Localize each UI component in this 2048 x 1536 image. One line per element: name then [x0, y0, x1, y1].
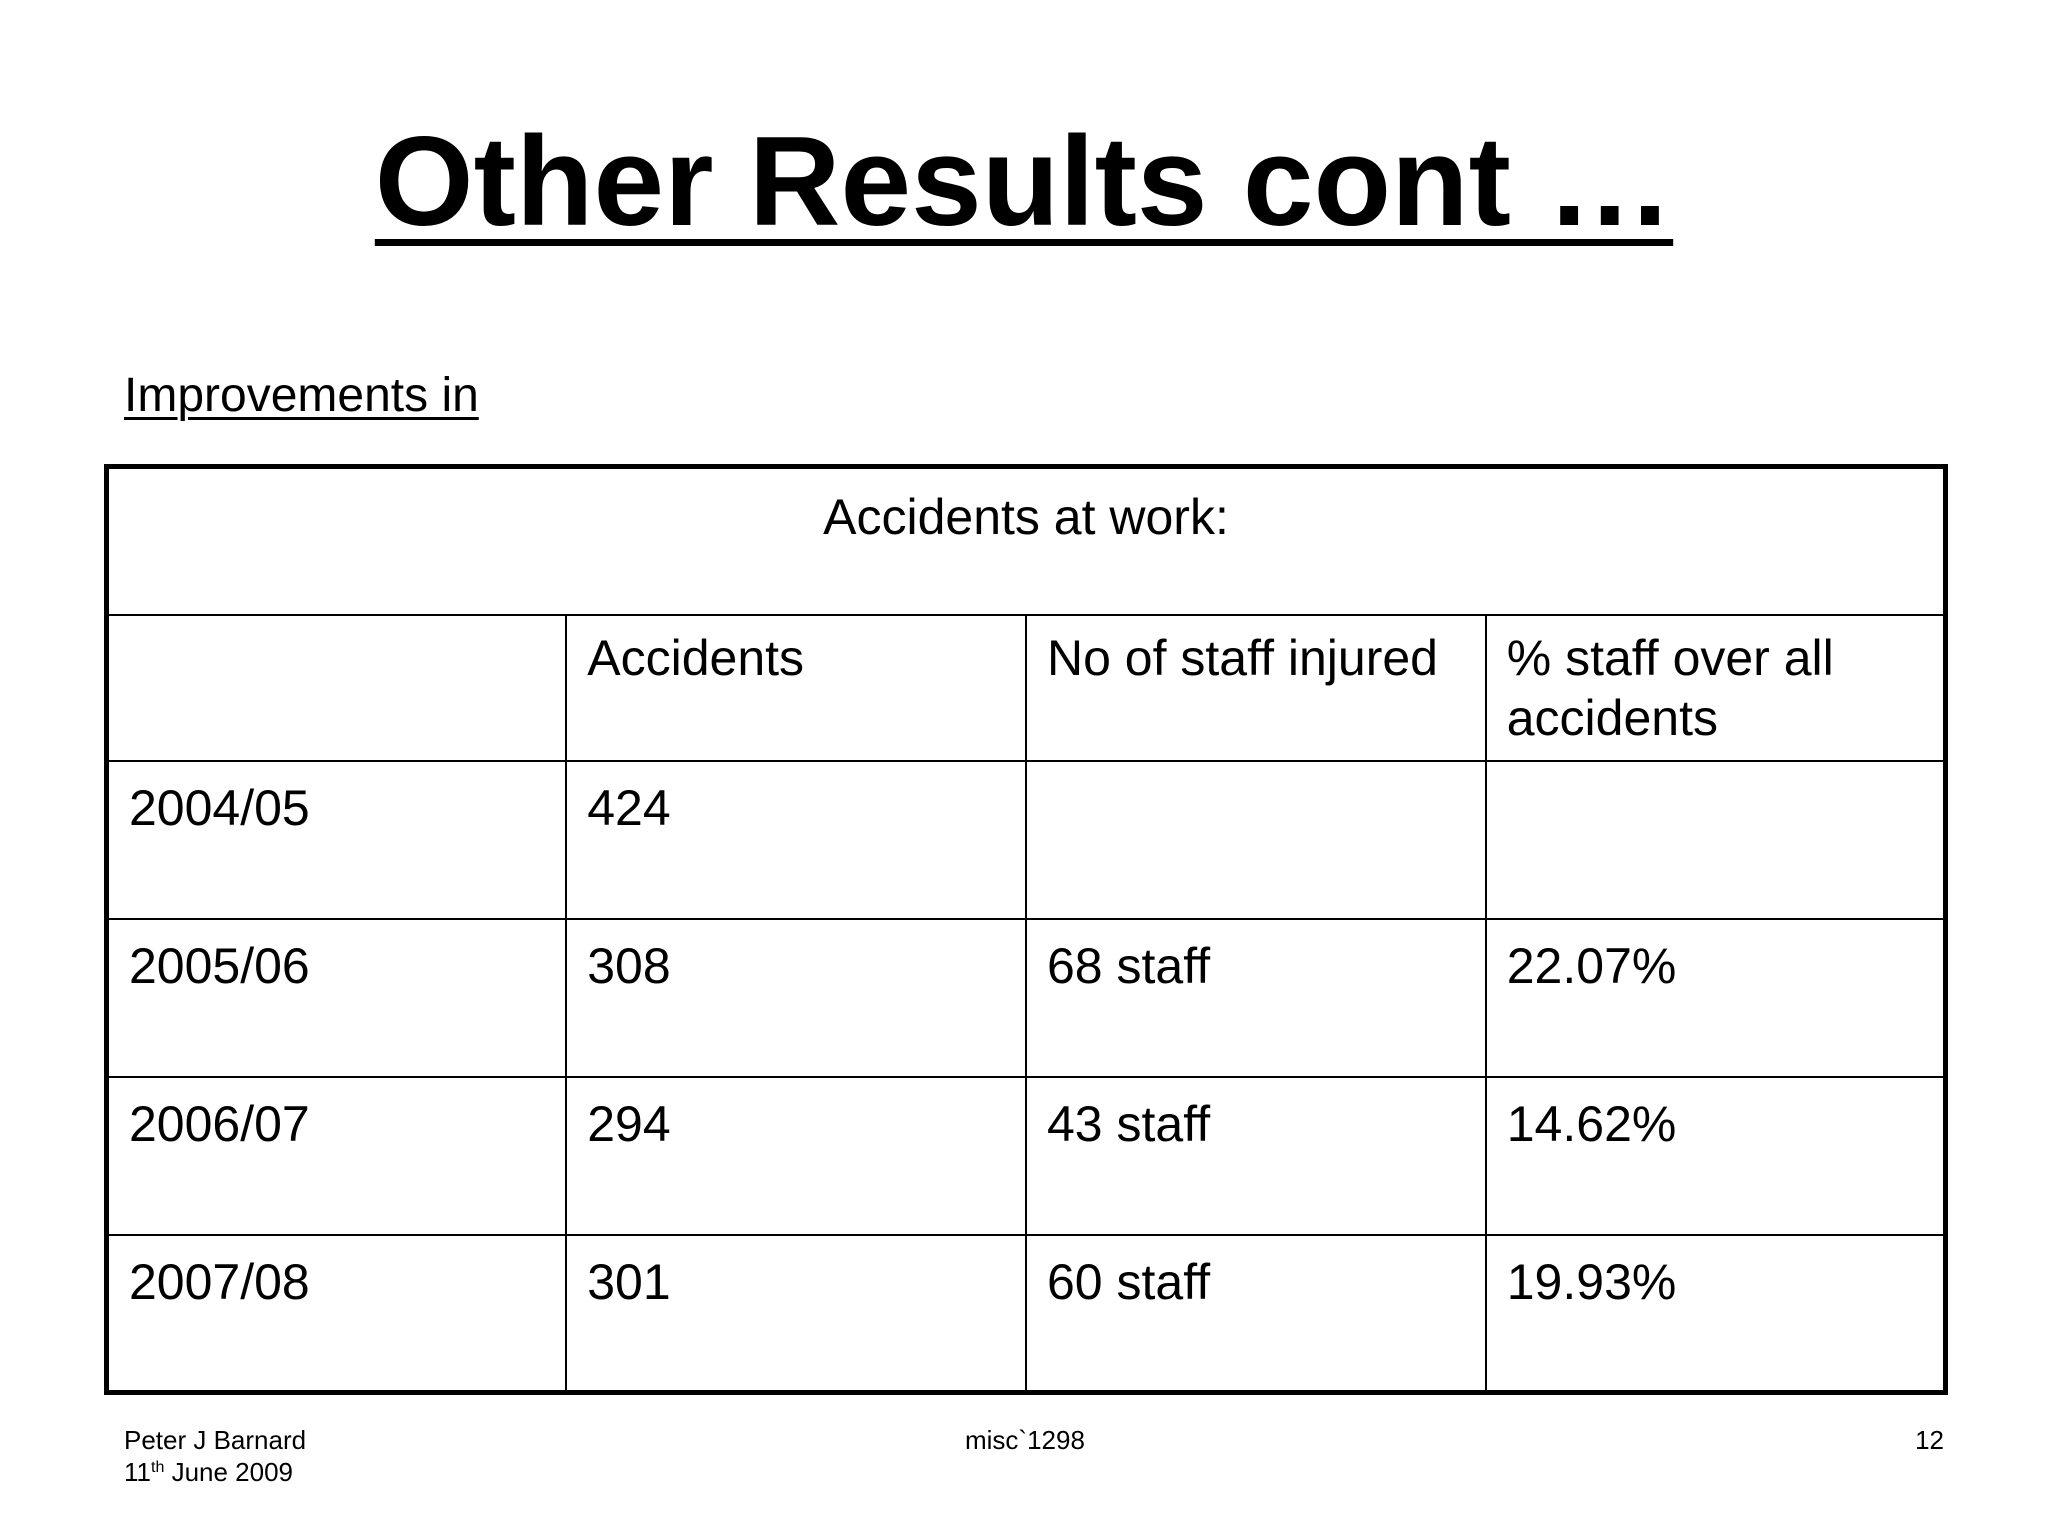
accidents-cell: 294	[566, 1077, 1026, 1235]
section-subtitle: Improvements in	[124, 369, 479, 422]
percent-cell: 14.62%	[1486, 1077, 1946, 1235]
header-cell-staff-injured: No of staff injured	[1026, 615, 1486, 761]
percent-cell: 22.07%	[1486, 919, 1946, 1077]
footer-reference: misc`1298	[965, 1425, 1085, 1455]
year-cell: 2005/06	[107, 919, 567, 1077]
table-row	[107, 761, 1946, 919]
staff-injured-cell	[1026, 761, 1486, 919]
accidents-cell: 308	[566, 919, 1026, 1077]
staff-injured-cell: 60 staff	[1026, 1235, 1486, 1393]
table-caption-row	[107, 467, 1946, 615]
staff-injured-cell: 68 staff	[1026, 919, 1486, 1077]
footer-author-date	[124, 1424, 306, 1488]
header-cell-empty	[107, 615, 567, 761]
percent-cell	[1486, 761, 1946, 919]
percent-cell: 19.93%	[1486, 1235, 1946, 1393]
table-row	[107, 919, 1946, 1077]
table-row	[107, 1235, 1946, 1393]
footer-author: Peter J Barnard	[124, 1425, 307, 1455]
year-cell: 2006/07	[107, 1077, 567, 1235]
header-cell-accidents: Accidents	[566, 615, 1026, 761]
footer-date: 11th June 2009	[124, 1457, 294, 1487]
header-cell-percent-staff: % staff over all accidents	[1486, 615, 1946, 761]
accidents-table	[104, 464, 1948, 1395]
year-cell: 2004/05	[107, 761, 567, 919]
staff-injured-cell: 43 staff	[1026, 1077, 1486, 1235]
accidents-cell: 424	[566, 761, 1026, 919]
table-caption: Accidents at work:	[107, 467, 1946, 615]
accidents-cell: 301	[566, 1235, 1026, 1393]
year-cell: 2007/08	[107, 1235, 567, 1393]
slide-title: Other Results cont …	[374, 110, 1674, 252]
table-header-row	[107, 615, 1946, 761]
footer-page-number: 12	[1915, 1425, 1944, 1455]
table-row	[107, 1077, 1946, 1235]
